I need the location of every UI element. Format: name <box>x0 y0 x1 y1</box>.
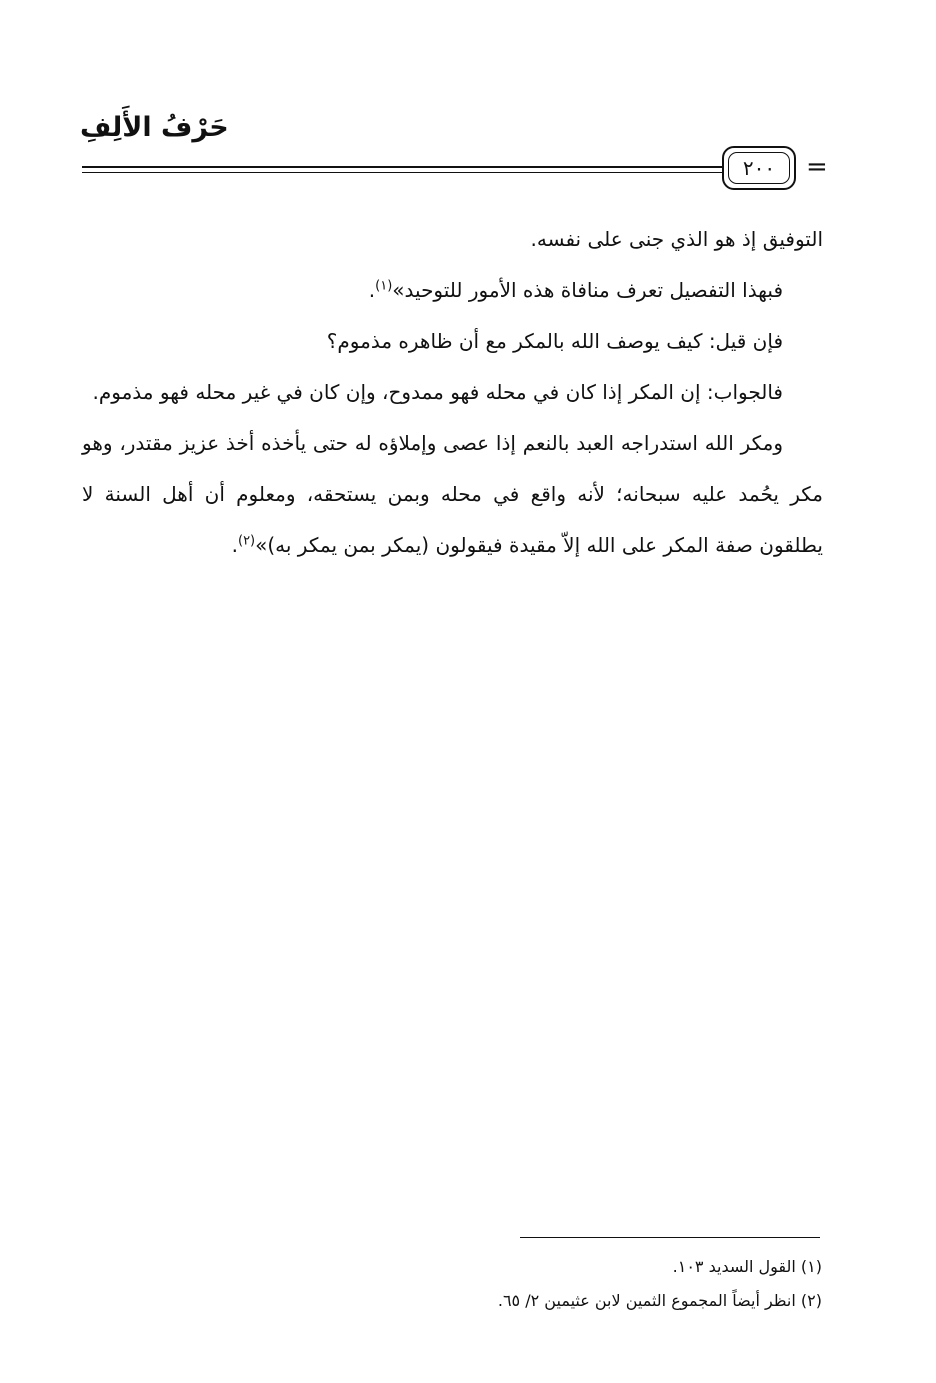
page-number: ٢٠٠ <box>722 146 796 190</box>
header-rule-top <box>82 166 722 168</box>
header-ornament: = <box>806 152 828 182</box>
footnote-separator <box>520 1237 820 1238</box>
footnotes <box>300 1250 822 1318</box>
paragraph-3: فإن قيل: كيف يوصف الله بالمكر مع أن ظاهره مذموم؟ <box>326 329 783 353</box>
footnote-2: (٢) انظر أيضاً المجموع الثمين لابن عثيمين ٢/ ٦٥. <box>497 1291 822 1310</box>
paragraph-1: التوفيق إذ هو الذي جنى على نفسه. <box>530 227 823 251</box>
paragraph-4: فالجواب: إن المكر إذا كان في محله فهو ممدوح، وإن كان في غير محله فهو مذموم. <box>92 380 783 404</box>
paragraph-5: ومكر الله استدراجه العبد بالنعم إذا عصى وإملاؤه له حتى يأخذه أخذ عزيز مقتدر، وهو مكر يحُمد عليه سبحانه؛ لأنه واقع في محله وبمن يستحقه، ومعلوم أن أهل السنة لا يطلقون صفة المكر على الله إلاّ مقيدة فيقولون (يمكر بمن يمكر به)»$^{(٢)}$. <box>82 431 823 557</box>
footnote-ref-2[interactable]: (٢) <box>237 533 256 549</box>
paragraph-2: فبهذا التفصيل تعرف منافاة هذه الأمور للتوحيد»$^{(١)}$. <box>368 278 783 302</box>
running-title: حَرْفُ الأَلِفِ <box>80 112 229 143</box>
main-text <box>82 214 823 571</box>
footnote-1: (١) القول السديد ١٠٣. <box>672 1257 822 1276</box>
footnote-ref-1[interactable]: (١) <box>375 278 393 294</box>
header-rule-bottom <box>82 172 722 173</box>
